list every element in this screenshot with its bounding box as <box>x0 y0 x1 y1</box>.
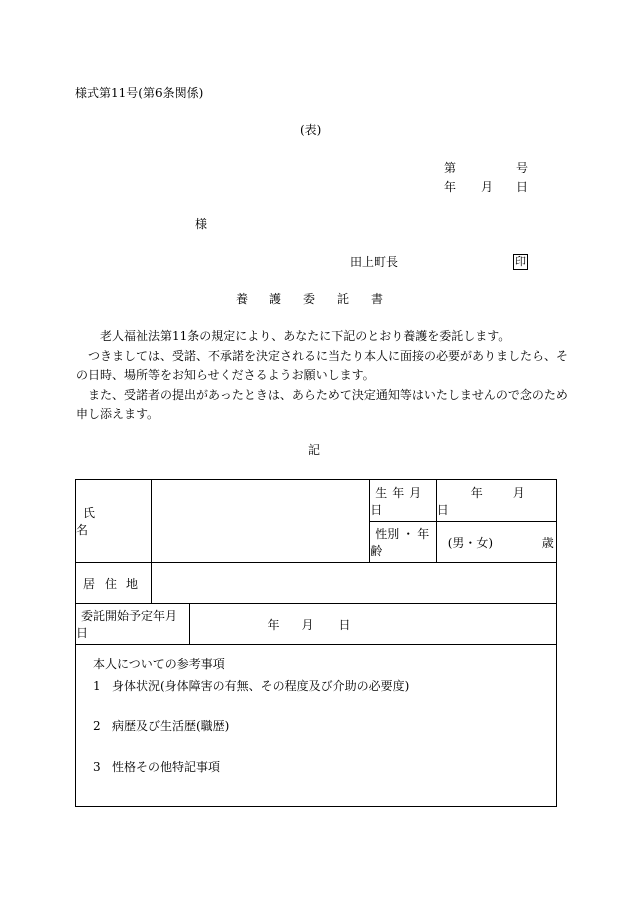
address-field[interactable] <box>152 563 557 604</box>
separator-dot: ・ <box>402 527 415 541</box>
address-label-char: 地 <box>126 576 139 591</box>
start-month-unit: 月 <box>301 617 314 632</box>
sender-title: 田上町長 <box>350 255 399 269</box>
item-text: 病歴及び生活歴(職歴) <box>112 719 230 733</box>
item-number: 2 <box>93 719 101 733</box>
birth-label-char: 月 <box>409 485 422 500</box>
form-number: 様式第11号(第6条関係) <box>75 86 204 100</box>
body-paragraph-2: つきましては、受諾、不承諾を決定されるに当たり本人に面接の必要がありましたら、その日時、場所等をお知らせくださるようお願いします。 <box>76 348 569 382</box>
birth-date-field[interactable] <box>436 480 556 522</box>
side-label: (表) <box>300 123 322 137</box>
item-text: 身体状況(身体障害の有無、その程度及び介助の必要度) <box>112 679 410 693</box>
address-label-char: 居 <box>83 576 96 591</box>
birth-label-char: 年 <box>392 485 405 500</box>
notes-item-1 <box>93 679 409 693</box>
title-char: 託 <box>337 292 350 306</box>
age-unit: 歳 <box>541 535 554 550</box>
addressee-honorific: 様 <box>195 217 208 231</box>
start-date-label-cell <box>76 604 190 645</box>
notes-heading: 本人についての参考事項 <box>93 657 225 671</box>
notes-cell[interactable] <box>76 645 557 807</box>
sex-options: (男・女) <box>447 535 494 550</box>
notes-item-2 <box>93 719 229 733</box>
document-title <box>236 292 383 306</box>
notes-item-3 <box>93 760 220 774</box>
birth-label-char: 生 <box>375 485 388 500</box>
name-field[interactable] <box>152 480 370 563</box>
ki-label: 記 <box>308 443 321 457</box>
doc-no-prefix: 第 <box>444 161 457 175</box>
body-paragraph-1: 老人福祉法第11条の規定により、あなたに下記のとおり養護を委託します。 <box>100 329 511 343</box>
name-label-cell <box>76 480 152 563</box>
sex-label: 性別 <box>375 527 400 541</box>
date-year: 年 <box>444 180 457 194</box>
name-label-char: 氏 <box>83 506 96 520</box>
birth-month-unit: 月 <box>512 485 525 500</box>
date-month: 月 <box>481 180 494 194</box>
sex-age-field[interactable] <box>436 522 556 563</box>
start-date-field[interactable] <box>189 604 556 645</box>
name-label-char: 名 <box>76 523 89 537</box>
seal-mark: 印 <box>515 255 526 268</box>
item-number: 1 <box>93 679 101 693</box>
birth-label-char: 日 <box>370 502 383 517</box>
title-char: 書 <box>371 292 384 306</box>
item-text: 性格その他特記事項 <box>112 760 221 774</box>
doc-no-suffix: 号 <box>516 161 529 175</box>
start-year-unit: 年 <box>267 617 280 632</box>
info-table <box>75 479 557 807</box>
birth-year-unit: 年 <box>470 485 483 500</box>
start-date-label: 委託開始予定年月日 <box>76 609 178 640</box>
title-char: 護 <box>269 292 282 306</box>
birth-day-unit: 日 <box>436 502 449 517</box>
item-number: 3 <box>93 760 101 774</box>
date-day: 日 <box>516 180 529 194</box>
title-char: 委 <box>303 292 316 306</box>
birth-label-cell <box>370 480 437 522</box>
address-label-char: 住 <box>105 576 118 591</box>
age-label: 年齢 <box>370 527 430 558</box>
sex-age-label-cell <box>370 522 437 563</box>
start-day-unit: 日 <box>338 617 351 632</box>
body-text <box>76 327 569 425</box>
address-label-cell <box>76 563 152 604</box>
title-char: 養 <box>236 292 249 306</box>
body-paragraph-3: また、受諾者の提出があったときは、あらためて決定通知等はいたしませんので念のため申し添えます。 <box>76 387 568 421</box>
